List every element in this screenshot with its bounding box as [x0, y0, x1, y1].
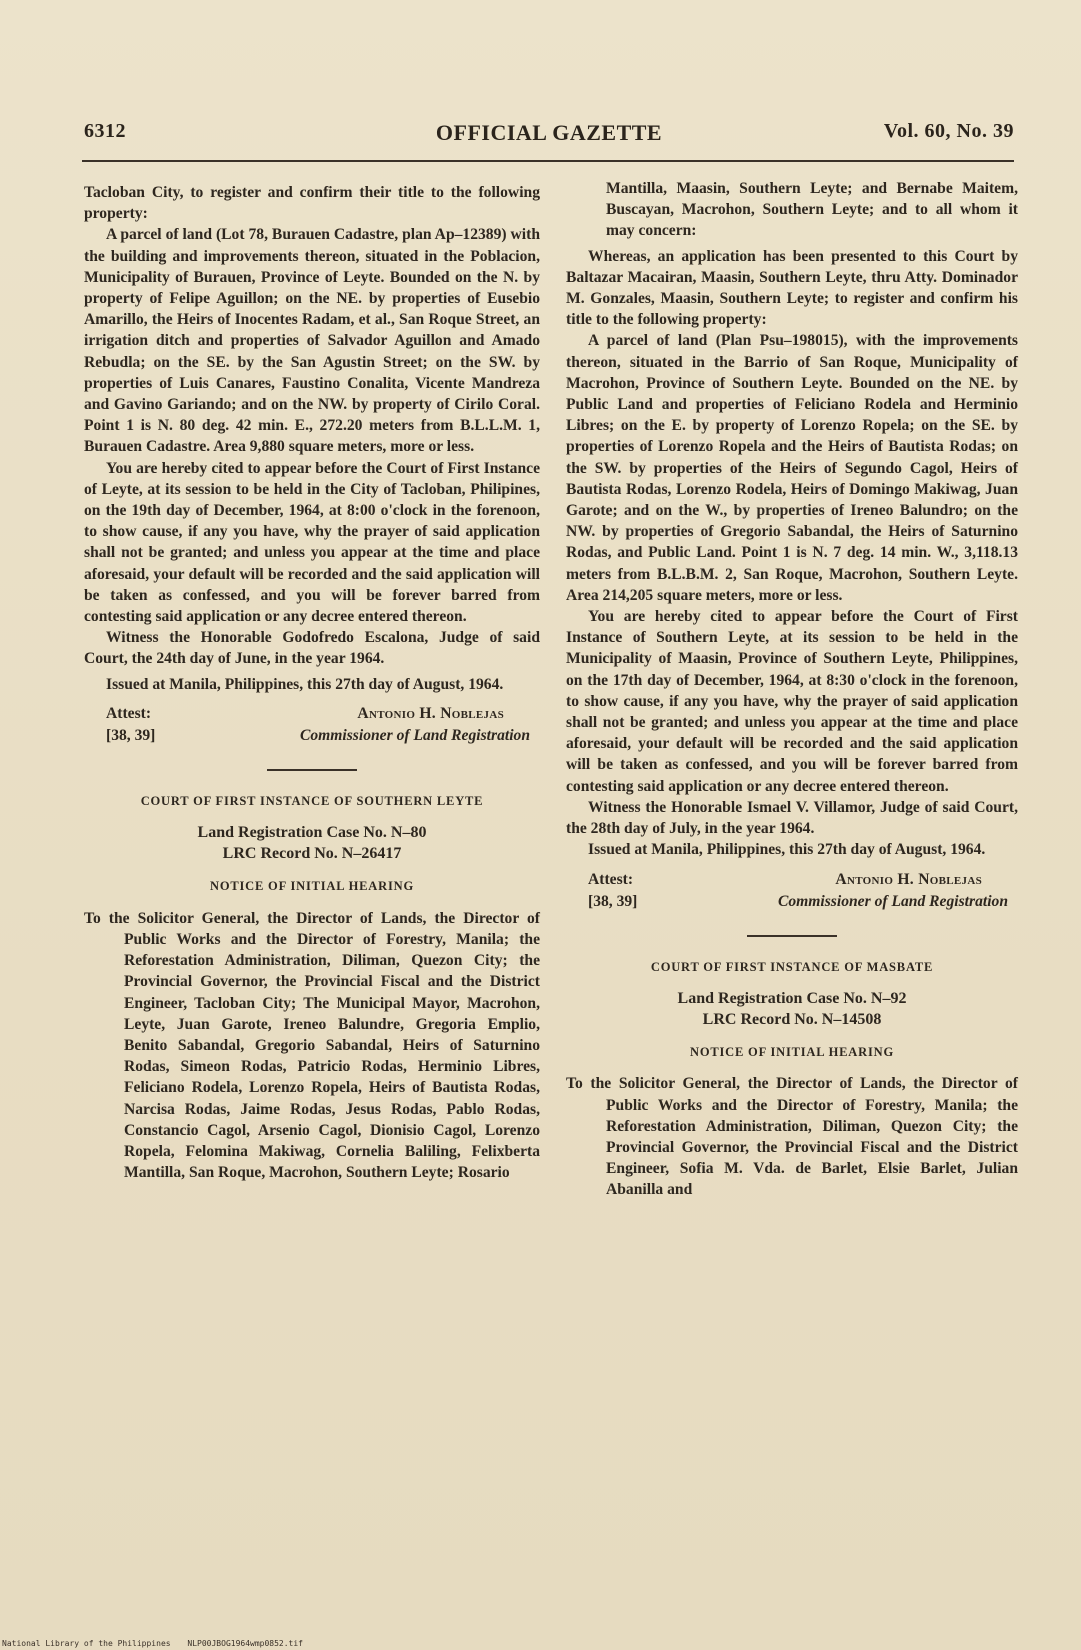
addressees-paragraph: To the Solicitor General, the Director of Lands, the Director of Public Works and the Director of Forestry, Manila; the Reforestation Administration, Diliman, Quezon City; the Provincial Governor, the Provincial Fiscal and the District Engineer, Tacloban City; The Municipal Mayor, Macrohon, Leyte, Juan Garote, Ireneo Balundre, Gregoria Emplio, Benito Sabandal, Gregorio Sabandal, Heirs of Saturnino Rodas, Simeon Rodas, Patricio Rodas, Herminio Libres, Feliciano Rodela, Lorenzo Ropela, Heirs of Bautista Rodas, Narcisa Rodas, Jaime Rodas, Jesus Rodas, Pablo Rodas, Constancio Cagol, Arsenio Cagol, Dionisio Cagol, Lorenzo Ropela, Felomina Makiwag, Cornelia Baliling, Felixberta Mantilla, San Roque, Macrohon, Southern Leyte; Rosario — [84, 909, 540, 1182]
property-description: A parcel of land (Plan Psu–198015), with the improvements thereon, situated in the Barrio of San Roque, Municipality of Macrohon, Province of Southern Leyte. Bounded on the NE. by Public Land and properties of Feliciano Rodela and Herminio Libres; on the E. by property of Lorenzo Ropela; on the SE. by properties of Lorenzo Ropela and the Heirs of Bautista Rodas; on the SW. by properties of the Heirs of Segundo Cagol, Heirs of Bautista Rodas, Lorenzo Rodela, Heirs of Domingo Makiwag, Juan Garote; and on the W., by properties of Ireneo Balundro; on the NW. by properties of Gregorio Sabandal, the Heirs of Saturnino Rodas, and Public Land. Point 1 is N. 7 deg. 14 min. W., 3,118.13 meters from B.L.B.M. 2, San Roque, Macrohon, Southern Leyte. Area 214,205 square meters, more or less. — [566, 332, 1018, 604]
addressees-continued: Mantilla, Maasin, Southern Leyte; and Bernabe Maitem, Buscayan, Macrohon, Southern Leyte; and to all whom it may concern: — [606, 180, 1018, 240]
case-number: Land Registration Case No. N–92 — [677, 989, 907, 1007]
notice-heading: NOTICE OF INITIAL HEARING — [690, 1045, 894, 1060]
signatory-name: Antonio H. Noblejas — [357, 704, 504, 722]
citation-paragraph: You are hereby cited to appear before the Court of First Instance of Southern Leyte, at its session to be held in the Municipality of Maasin, Province of Southern Leyte, Philippines, on the 17th day of December, 1964, at 8:30 o'clock in the forenoon, to show cause, if any you have, why the prayer of said application shall not be granted; and unless you appear at the time and place aforesaid, your default will be recorded and the said application will be taken as confessed, and you will be forever barred from contesting said application or any decree entered thereon. — [566, 608, 1018, 795]
record-number: LRC Record No. N–26417 — [222, 845, 402, 863]
attest-reference: [38, 39] — [106, 726, 156, 744]
scan-footer — [2, 1639, 315, 1648]
witness-paragraph: Witness the Honorable Ismael V. Villamor, Judge of said Court, the 28th day of July, in the year 1964. — [566, 798, 1018, 838]
whereas-paragraph: Whereas, an application has been presented to this Court by Baltazar Macairan, Maasin, Southern Leyte, thru Atty. Dominador M. Gonzales, Maasin, Southern Leyte; to register and confirm his title to the following property: — [566, 247, 1018, 329]
issued-paragraph: Issued at Manila, Philippines, this 27th day of August, 1964. — [106, 675, 504, 693]
attestation-block — [566, 869, 1018, 913]
court-heading: COURT OF FIRST INSTANCE OF SOUTHERN LEYTE — [140, 793, 484, 808]
page-number: 6312 — [84, 120, 126, 142]
issued-paragraph: Issued at Manila, Philippines, this 27th day of August, 1964. — [588, 841, 986, 859]
attestation-block — [84, 703, 540, 747]
volume-number: Vol. 60, No. 39 — [883, 120, 1014, 142]
section-divider — [267, 769, 357, 771]
attest-label: Attest: — [588, 870, 634, 888]
scan-filename: NLP00JBOG1964wmp0852.tif — [187, 1639, 303, 1648]
signatory-title: Commissioner of Land Registration — [777, 892, 1008, 910]
addressees-paragraph: To the Solicitor General, the Director of Lands, the Director of Public Works and the Director of Forestry, Manila; the Reforestation Administration, Diliman, Quezon City; the Provincial Governor, the Provincial Fiscal and the District Engineer, Sofia M. Vda. de Barlet, Elsie Barlet, Julian Abanilla and — [566, 1075, 1018, 1199]
signatory-name: Antonio H. Noblejas — [835, 870, 982, 888]
citation-paragraph: You are hereby cited to appear before the Court of First Instance of Leyte, at its session to be held in the City of Tacloban, Philipines, on the 19th day of December, 1964, at 8:00 o'clock in the forenoon, to show cause, if any you have, why the prayer of said application shall not be granted; and unless you appear at the time and place aforesaid, your default will be recorded and the said application will be taken as confessed, and you will be forever barred from contesting said application or any decree entered thereon. — [84, 459, 540, 626]
property-description: A parcel of land (Lot 78, Burauen Cadastre, plan Ap–12389) with the building and improvements thereon, situated in the Poblacion, Municipality of Burauen, Province of Leyte. Bounded on the N. by property of Felipe Aguillon; on the NE. by properties of Eusebio Amarillo, the Heirs of Inocentes Radam, et al., San Roque Street, an irrigation ditch and properties of Salvador Aguillon and Amado Rebudla; on the SE. by the San Agustin Street; on the SW. by properties of Luis Canares, Faustino Conalita, Vicente Mandreza and Gavino Gariando; and on the NW. by property of Cirilo Coral. Point 1 is N. 80 deg. 42 min. E., 272.20 meters from B.L.L.M. 1, Burauen Cadastre. Area 9,880 square meters, more or less. — [84, 226, 540, 456]
right-column — [566, 178, 1018, 1201]
signatory-title: Commissioner of Land Registration — [299, 726, 530, 744]
court-heading: COURT OF FIRST INSTANCE OF MASBATE — [650, 959, 934, 974]
attest-label: Attest: — [106, 704, 152, 722]
publication-title: OFFICIAL GAZETTE — [435, 120, 663, 145]
header-rule — [82, 160, 1014, 162]
record-number: LRC Record No. N–14508 — [702, 1010, 882, 1028]
paragraph: Tacloban City, to register and confirm their title to the following property: — [84, 184, 540, 223]
witness-paragraph: Witness the Honorable Godofredo Escalona, Judge of said Court, the 24th day of June, in the year 1964. — [84, 629, 540, 668]
case-number: Land Registration Case No. N–80 — [197, 824, 427, 842]
notice-heading: NOTICE OF INITIAL HEARING — [210, 879, 414, 894]
attest-reference: [38, 39] — [588, 892, 638, 910]
section-divider — [747, 935, 837, 937]
left-column — [84, 182, 540, 1183]
library-credit: National Library of the Philippines — [2, 1639, 171, 1648]
page-header — [84, 120, 1014, 156]
